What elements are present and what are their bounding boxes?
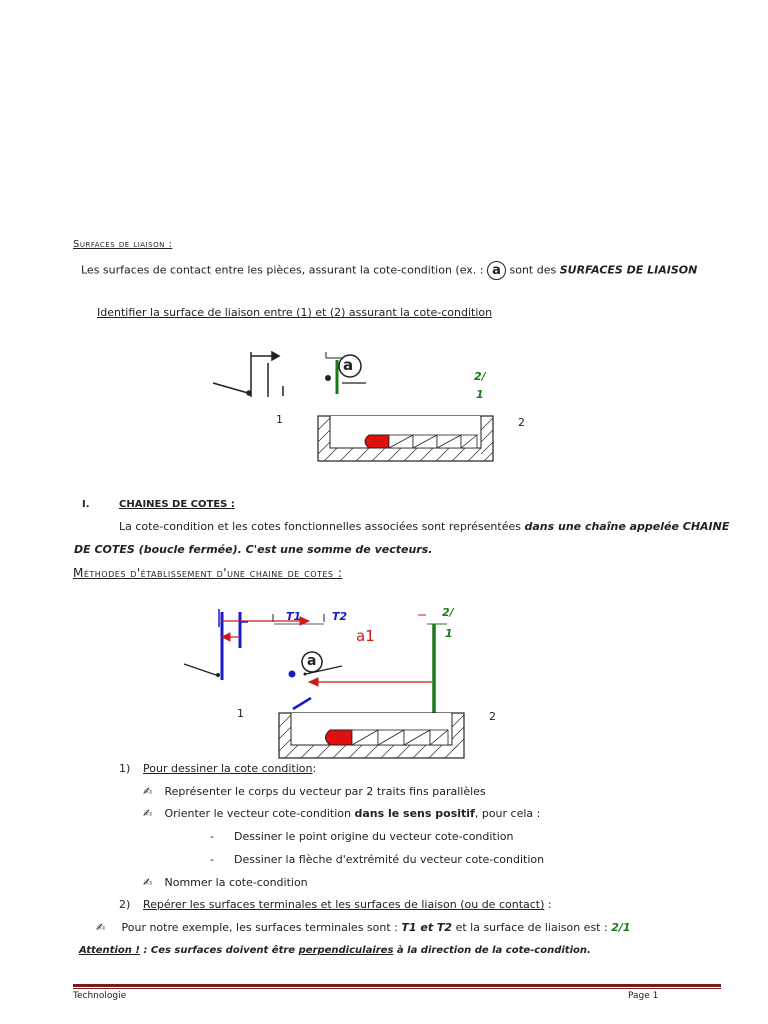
red-vectors	[222, 617, 432, 686]
diagram1-label-1: 1	[276, 413, 283, 426]
step2-title	[143, 898, 552, 911]
bullet-1	[143, 785, 486, 798]
diagram2-label-a: a	[307, 653, 317, 669]
footer-left: Technologie	[73, 991, 127, 1001]
example-prefix: Pour notre exemple, les surfaces terminales sont :	[121, 921, 398, 934]
diagram1-label-21-top: 2/	[474, 370, 486, 383]
dash-1-text: Dessiner le point origine du vecteur cote-condition	[234, 830, 514, 843]
para-line-2: DE COTES (boucle fermée). C'est une somme de vecteurs.	[74, 543, 433, 556]
diagram2-label-a1: a1	[356, 627, 375, 645]
intro-prefix: Les surfaces de contact entre les pièces, assurant la cote-condition (ex. :	[81, 263, 484, 277]
section-heading-surfaces: Surfaces de liaison :	[73, 239, 173, 250]
dash-2	[210, 853, 544, 866]
diagram2-label-21-top: 2/	[442, 606, 454, 619]
pen-icon: ✍	[143, 807, 153, 820]
diagram2-label-1: 1	[237, 707, 244, 720]
attention-underlined: perpendiculaires	[298, 945, 394, 956]
example-line	[96, 921, 631, 934]
example-mid: et la surface de liaison est :	[455, 921, 608, 934]
step1-title	[143, 762, 316, 775]
step1-colon: :	[312, 762, 317, 775]
footer-rule-thick	[73, 984, 721, 987]
intro-bold: SURFACES DE LIAISON	[559, 263, 698, 277]
bullet-2-end: , pour cela :	[474, 807, 541, 820]
diagram2-label-t1: T1	[286, 610, 302, 623]
dash-marker: -	[210, 830, 214, 843]
part1-blue-symbol	[184, 609, 248, 680]
instruction-line: Identifier la surface de liaison entre (1) et (2) assurant la cote-condition	[97, 306, 493, 319]
green-surface	[418, 615, 447, 713]
circle-a-inline: a	[487, 261, 506, 280]
step1-number: 1)	[119, 762, 131, 775]
example-liaison: 2/1	[611, 921, 631, 934]
pen-icon: ✍	[143, 876, 153, 889]
step2-colon: :	[547, 898, 552, 911]
diagram2-label-t2: T2	[332, 610, 348, 623]
pen-icon: ✍	[143, 785, 153, 798]
dash-2-text: Dessiner la flèche d'extrémité du vecteur cote-condition	[234, 853, 545, 866]
bullet-2	[143, 807, 540, 820]
footer-page: Page 1	[628, 991, 659, 1001]
method-heading: Méthodes d'établissement d'une chaine de cotes :	[73, 566, 343, 580]
para-bold-1: dans une chaîne appelée CHAINE	[524, 520, 730, 533]
diagram2-label-2: 2	[489, 710, 496, 723]
dash-1	[210, 830, 514, 843]
bullet-2-normal: Orienter le vecteur cote-condition	[164, 807, 351, 820]
bullet-3	[143, 876, 308, 889]
intro-mid: sont des	[509, 263, 557, 277]
diagram1-label-a: a	[343, 356, 354, 374]
section-number: I.	[82, 499, 90, 510]
pen-icon: ✍	[96, 921, 106, 934]
housing-2b	[279, 713, 464, 758]
section-title-chaines: CHAINES DE COTES :	[119, 499, 235, 510]
para-normal: La cote-condition et les cotes fonctionnelles associées sont représentées	[119, 520, 521, 533]
diagram1-label-2: 2	[518, 416, 525, 429]
footer-rule-thin	[73, 988, 721, 989]
attention-text-2: à la direction de la cote-condition.	[396, 945, 591, 956]
diagram1-label-21-bottom: 1	[476, 388, 484, 401]
step1-title-text: Pour dessiner la cote condition	[143, 762, 313, 775]
bullet-3-text: Nommer la cote-condition	[164, 876, 308, 889]
attention-text-1: : Ces surfaces doivent être	[143, 945, 296, 956]
example-terminals: T1 et T2	[401, 921, 453, 934]
dash-marker: -	[210, 853, 214, 866]
step2-number: 2)	[119, 898, 131, 911]
diagram2-label-21-bottom: 1	[445, 627, 453, 640]
attention-label: Attention !	[79, 945, 140, 956]
bullet-2-bold: dans le sens positif	[354, 807, 475, 820]
attention-line	[79, 945, 591, 956]
bullet-1-text: Représenter le corps du vecteur par 2 traits fins parallèles	[164, 785, 486, 798]
step2-title-text: Repérer les surfaces terminales et les surfaces de liaison (ou de contact)	[143, 898, 545, 911]
